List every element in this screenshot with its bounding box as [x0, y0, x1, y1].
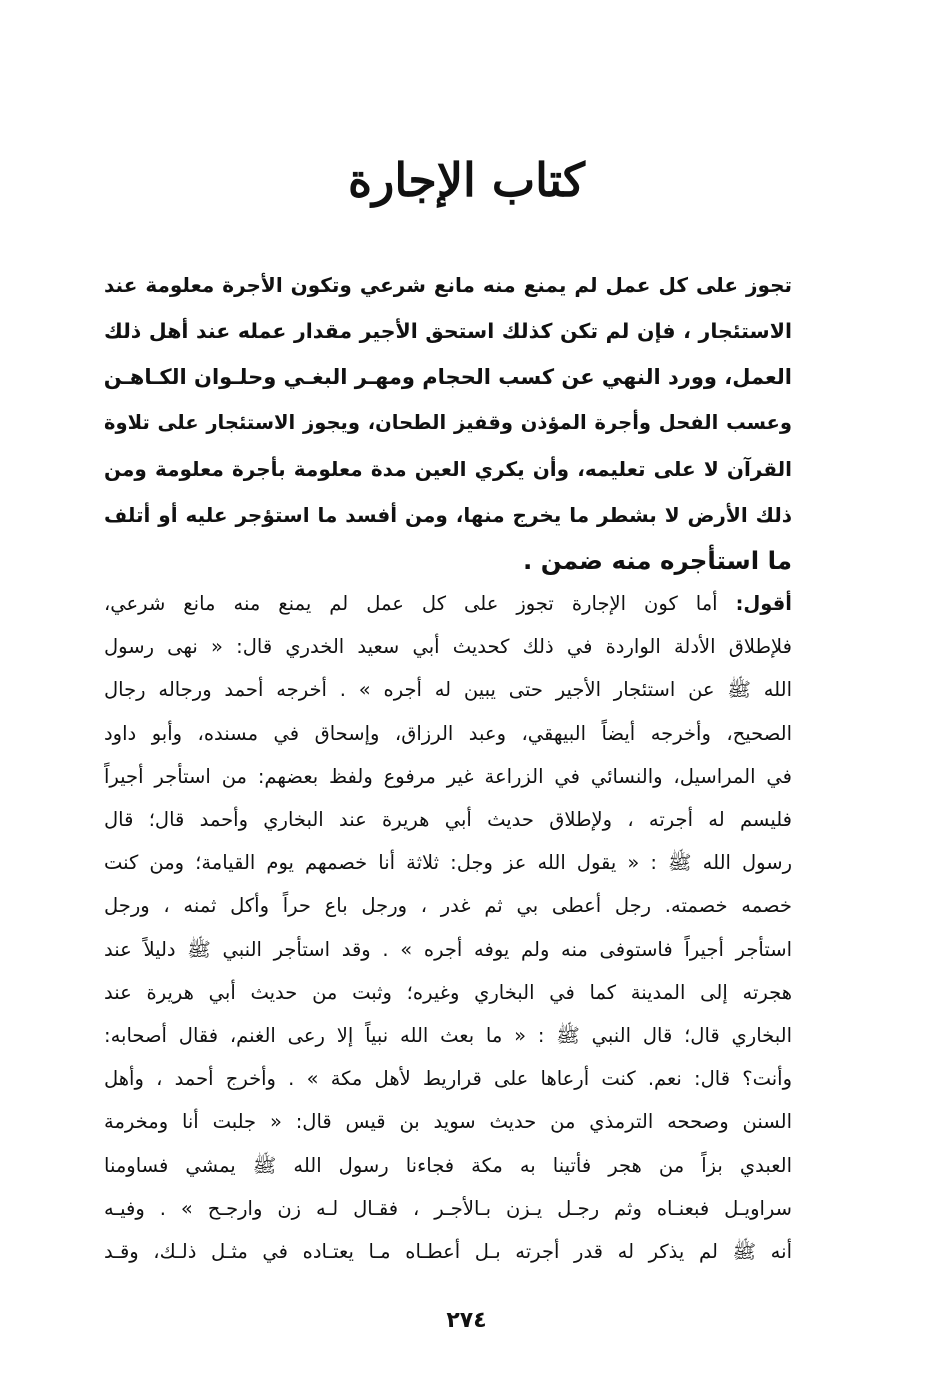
commentary-line: في المراسيل، والنسائي في الزراعة غير مرفوع ولفظ بعضهم: من استأجر أجيراً — [104, 764, 792, 788]
commentary-block — [104, 582, 792, 1273]
main-text-line: ذلك الأرض لا بشطر ما يخرج منها، ومن أفسد ما استؤجر عليه أو أتلف — [104, 503, 792, 527]
commentary-line: وأنت؟ قال: نعم. كنت أرعاها على قراريط لأهل مكة » . وأخرج أحمد ، وأهل — [104, 1067, 792, 1091]
main-text-line: وعسب الفحل وأجرة المؤذن وقفيز الطحان، ويجوز الاستئجار على تلاوة — [104, 411, 792, 434]
commentary-line: سراويـل فبعنـاه وثم رجـل يـزن بـالأجـر ، فقـال لـه زن وارجـح » . وفيـه — [104, 1196, 792, 1220]
commentary-line: الصحيح، وأخرجه أيضاً البيهقي، وعبد الرزاق، وإسحاق في مسنده، وأبو داود — [104, 721, 792, 745]
main-text-line: تجوز على كل عمل لم يمنع منه مانع شرعي وتكون الأجرة معلومة عند — [104, 273, 792, 297]
commentary-line: البخاري قال؛ قال النبي ﷺ : « ما بعث الله نبياً إلا رعى الغنم، فقال أصحابه: — [104, 1024, 792, 1048]
commentary-line: فلإطلاق الأدلة الواردة في ذلك كحديث أبي سعيد الخدري قال: « نهى رسول — [104, 635, 792, 659]
main-text-line: القرآن لا على تعليمه، وأن يكري العين مدة معلومة بأجرة معلومة ومن — [104, 457, 792, 481]
commentary-line: الله ﷺ عن استئجار الأجير حتى يبين له أجره » . أخرجه أحمد ورجاله رجال — [104, 678, 792, 702]
commentary-line: العبدي بزاً من هجر فأتينا به مكة فجاءنا رسول الله ﷺ يمشي فساومنا — [104, 1153, 792, 1177]
main-text-block — [104, 262, 792, 584]
main-text-line: ما استأجره منه ضمن . — [522, 546, 792, 575]
commentary-line: رسول الله ﷺ : « يقول الله عز وجل: ثلاثة أنا خصمهم يوم القيامة؛ ومن كنت — [104, 851, 792, 875]
main-text-line: الاستئجار ، فإن لم تكن كذلك استحق الأجير مقدار عمله عند أهل ذلك — [104, 319, 792, 343]
chapter-title: كتاب الإجارة — [348, 153, 585, 207]
main-text-line: العمل، وورد النهي عن كسب الحجام ومهـر البغـي وحلـوان الكـاهـن — [104, 365, 792, 389]
commentary-first-line — [104, 582, 792, 625]
commentary-line-text: أما كون الإجارة تجوز على كل عمل لم يمنع منه مانع شرعي، — [104, 592, 718, 615]
commentary-line: أنه ﷺ لم يذكر له قدر أجرته بـل أعطـاه مـا يعتـاده في مثـل ذلـك، وقـد — [104, 1240, 792, 1264]
page-number: ٢٧٤ — [446, 1308, 487, 1333]
commentary-line: خصمه خصمته. رجل أعطى بي ثم غدر ، ورجل باع حراً وأكل ثمنه ، ورجل — [104, 894, 792, 918]
commentary-line: فليسم له أجرته ، ولإطلاق حديث أبي هريرة عند البخاري وأحمد قال؛ قال — [104, 808, 792, 832]
commentary-line: هجرته إلى المدينة كما في البخاري وغيره؛ وثبت من حديث أبي هريرة عند — [104, 980, 792, 1004]
commentary-line: السنن وصححه الترمذي من حديث سويد بن قيس قال: « جلبت أنا ومخرمة — [104, 1110, 792, 1134]
commentary-lead-word: أقول: — [735, 592, 792, 615]
commentary-line: استأجر أجيراً فاستوفى منه ولم يوفه أجره » . وقد استأجر النبي ﷺ دليلاً عند — [104, 937, 792, 961]
